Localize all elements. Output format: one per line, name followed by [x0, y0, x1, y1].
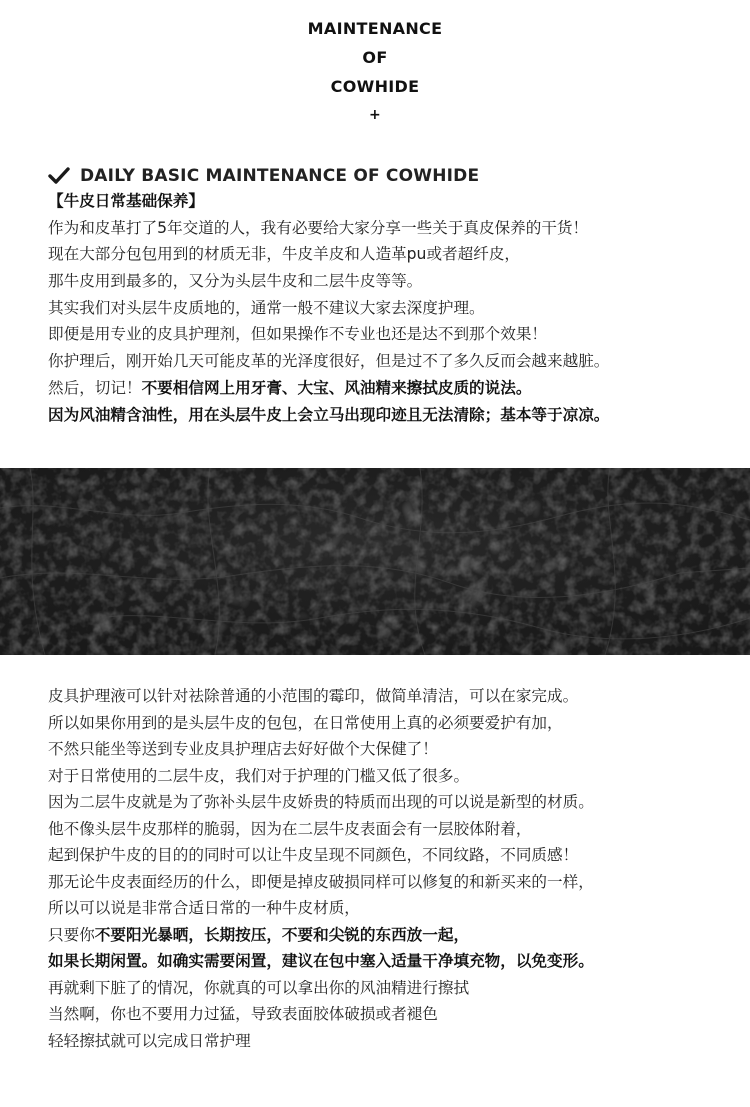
paragraph-line: 再就剩下脏了的情况，你就真的可以拿出你的风油精进行擦拭	[48, 978, 470, 997]
section-title	[48, 162, 479, 190]
paragraph-line: 你护理后，刚开始几天可能皮革的光泽度很好，但是过不了多久反而会越来越脏。	[48, 352, 610, 371]
paragraph-line: 所以如果你用到的是头层牛皮的包包，在日常使用上真的必须要爱护有加，	[48, 713, 563, 732]
paragraph-line: 其实我们对头层牛皮质地的，通常一般不建议大家去深度护理。	[48, 298, 485, 317]
paragraph-line: 不然只能坐等送到专业皮具护理店去好好做个大保健了！	[48, 740, 438, 758]
storage-advice-line: 如果长期闲置。如确实需要闲置，建议在包中塞入适量干净填充物，以免变形。	[48, 952, 594, 970]
intro-text-block	[48, 188, 738, 428]
advice-line	[48, 922, 738, 949]
paragraph-line: 作为和皮革打了5年交道的人，我有必要给大家分享一些关于真皮保养的干货！	[48, 218, 589, 237]
header-line-of: OF	[362, 48, 388, 67]
header-line-maintenance: MAINTENANCE	[307, 19, 443, 38]
paragraph-line: 皮具护理液可以针对祛除普通的小范围的霉印，做简单清洁，可以在家完成。	[48, 687, 579, 705]
paragraph-line: 所以可以说是非常合适日常的一种牛皮材质，	[48, 899, 360, 917]
warning-emphasis: 不要相信网上用牙膏、大宝、风油精来擦拭皮质的说法。	[141, 378, 532, 397]
advice-emphasis: 不要阳光暴晒，长期按压，不要和尖锐的东西放一起，	[94, 925, 470, 944]
paragraph-line: 对于日常使用的二层牛皮，我们对于护理的门槛又低了很多。	[48, 766, 470, 785]
warning-prefix: 然后，切记！	[48, 378, 142, 397]
paragraph-line: 当然啊，你也不要用力过猛，导致表面胶体破损或者褪色	[48, 1005, 438, 1023]
paragraph-line: 因为二层牛皮就是为了弥补头层牛皮娇贵的特质而出现的可以说是新型的材质。	[48, 793, 594, 811]
leather-texture-svg	[0, 468, 750, 655]
checkmark-icon	[48, 167, 70, 185]
paragraph-line: 现在大部分包包用到的材质无非，牛皮羊皮和人造革pu或者超纤皮，	[48, 245, 521, 264]
care-text-block	[48, 683, 738, 1054]
paragraph-line: 起到保护牛皮的目的的同时可以让牛皮呈现不同颜色，不同纹路，不同质感！	[48, 846, 579, 864]
paragraph-line: 他不像头层牛皮那样的脆弱，因为在二层牛皮表面会有一层胶体附着，	[48, 819, 532, 838]
advice-prefix: 只要你	[48, 925, 95, 944]
paragraph-line: 那牛皮用到最多的，又分为头层牛皮和二层牛皮等等。	[48, 272, 423, 291]
warning-line	[48, 375, 738, 402]
paragraph-line: 轻轻擦拭就可以完成日常护理	[48, 1031, 251, 1050]
warning-reason-line: 因为风油精含油性，用在头层牛皮上会立马出现印迹且无法清除；基本等于凉凉。	[48, 405, 610, 424]
paragraph-line: 即便是用专业的皮具护理剂，但如果操作不专业也还是达不到那个效果！	[48, 325, 548, 344]
paragraph-line: 那无论牛皮表面经历的什么，即便是掉皮破损同样可以修复的和新买来的一样，	[48, 872, 594, 891]
header-plus-sign: +	[368, 107, 382, 123]
leather-texture-image	[0, 468, 750, 655]
header-line-cowhide: COWHIDE	[330, 77, 420, 96]
page-header	[0, 14, 750, 127]
section-title-text: DAILY BASIC MAINTENANCE OF COWHIDE	[80, 166, 480, 186]
section-subtitle: 【牛皮日常基础保养】	[48, 192, 204, 210]
